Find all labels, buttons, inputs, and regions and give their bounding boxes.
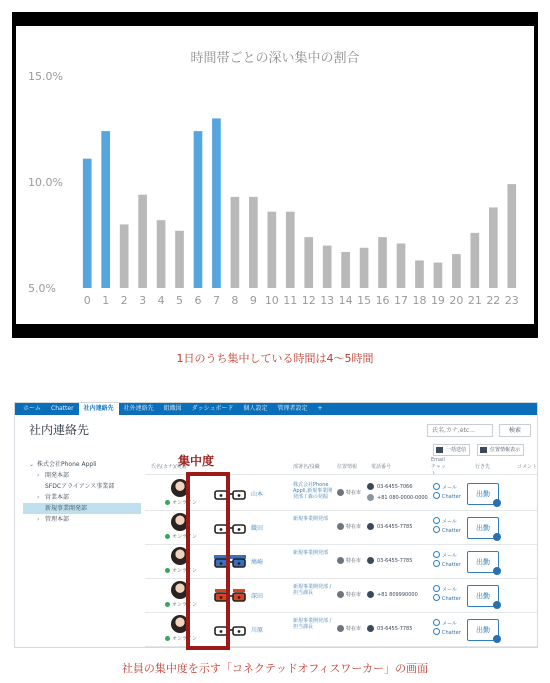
online-status-badge: オンライン (165, 567, 197, 574)
search-input[interactable] (427, 424, 493, 437)
sidebar-item-label: 株式会社Phone Appli (37, 461, 97, 468)
mail-icon (436, 447, 443, 453)
bar-hour-21 (471, 233, 480, 288)
column-header: 電話番号 (371, 464, 392, 470)
attendance-status-button[interactable]: 出勤 (467, 585, 499, 607)
nav-tab-6[interactable]: 個人設定 (243, 405, 268, 412)
chart-title: 時間帯ごとの深い集中の割合 (190, 51, 360, 66)
online-status-badge: オンライン (165, 635, 197, 642)
sidebar-item-label: 新規事業開発部 (45, 505, 88, 512)
x-tick-label: 20 (449, 294, 464, 307)
x-tick-label: 11 (283, 294, 298, 307)
location-view-button[interactable] (477, 444, 524, 456)
x-tick-label: 21 (467, 294, 482, 307)
sidebar-item-label: 開発本部 (45, 472, 70, 479)
bar-hour-22 (489, 207, 498, 288)
person-name-link[interactable]: 深田 (251, 593, 264, 600)
bar-hour-5 (175, 231, 184, 288)
chevron-down-icon[interactable] (493, 499, 501, 507)
contact-method-option[interactable]: メール (433, 517, 457, 525)
bulk-send-label: 一括送信 (446, 447, 467, 453)
x-tick-label: 2 (120, 294, 128, 307)
bulk-send-button[interactable] (433, 444, 470, 456)
online-status-badge: オンライン (165, 601, 197, 608)
x-tick-label: 10 (264, 294, 279, 307)
x-tick-label: 4 (157, 294, 165, 307)
org-tree-sidebar (23, 459, 141, 525)
location-status: 特在市 (337, 557, 361, 564)
chevron-icon[interactable]: › (37, 472, 40, 479)
person-name-link[interactable]: 鳩崎 (251, 559, 264, 566)
sidebar-item-5[interactable] (23, 514, 141, 525)
x-tick-label: 6 (194, 294, 202, 307)
chevron-down-icon[interactable] (493, 635, 501, 643)
page-title: 社内連絡先 (29, 423, 90, 437)
department-text[interactable]: 新規事業開発部 (293, 516, 329, 522)
bar-hour-10 (267, 212, 276, 288)
attendance-status-button[interactable]: 出勤 (467, 619, 499, 641)
x-tick-label: 12 (301, 294, 316, 307)
attendance-status-button[interactable]: 出勤 (467, 551, 499, 573)
chevron-down-icon[interactable] (493, 601, 501, 609)
x-tick-label: 16 (375, 294, 390, 307)
bar-hour-2 (120, 224, 129, 288)
nav-tab-5[interactable]: ダッシュボード (191, 405, 234, 412)
attendance-status-button[interactable]: 出勤 (467, 517, 499, 539)
person-name-link[interactable]: 織田 (251, 525, 264, 532)
nav-tab-3[interactable]: 社外連絡先 (123, 405, 154, 412)
x-tick-label: 17 (394, 294, 409, 307)
contact-method-option[interactable]: Chatter (433, 594, 461, 602)
phone-number-link[interactable]: 03-6455-7785 (367, 523, 412, 530)
bar-hour-9 (249, 197, 258, 288)
bar-hour-3 (138, 195, 147, 288)
contact-method-option[interactable]: メール (433, 585, 457, 593)
x-tick-label: 9 (249, 294, 257, 307)
x-tick-label: 13 (320, 294, 335, 307)
chart-frame (12, 12, 538, 338)
bar-hour-23 (507, 184, 516, 288)
column-header: 位置情報 (337, 464, 358, 470)
contact-method-option[interactable]: Chatter (433, 492, 461, 500)
bar-hour-0 (83, 159, 92, 288)
contact-method-option[interactable]: Chatter (433, 560, 461, 568)
column-header: 部署名/役職 (293, 464, 320, 470)
y-tick-label: 15.0% (28, 70, 63, 83)
focus-level-label: 集中度 (178, 454, 215, 468)
nav-tab-2[interactable]: 社内連絡先 (79, 403, 119, 415)
contacts-app-window (14, 402, 538, 648)
sidebar-item-4[interactable] (23, 503, 141, 514)
bar-hour-4 (157, 220, 166, 288)
phone-number-link[interactable]: 03-6455-7785 (367, 625, 412, 632)
x-tick-label: 0 (83, 294, 91, 307)
department-text[interactable]: 新規事業開発部 / 担当課長 (293, 584, 332, 596)
contact-method-option[interactable]: Chatter (433, 628, 461, 636)
chevron-down-icon[interactable] (493, 567, 501, 575)
focus-ratio-bar-chart (16, 26, 534, 324)
bar-hour-12 (304, 237, 313, 288)
sidebar-item-3[interactable] (23, 492, 141, 503)
department-text[interactable]: 新規事業開発部 / 担当課長 (293, 618, 332, 630)
column-header: Email チャッ (431, 457, 446, 470)
chevron-down-icon[interactable] (493, 533, 501, 541)
x-tick-label: 14 (338, 294, 353, 307)
location-status: 特在市 (337, 591, 361, 598)
x-tick-label: 5 (176, 294, 184, 307)
bar-hour-20 (452, 254, 461, 288)
x-tick-label: 15 (357, 294, 372, 307)
person-name-link[interactable]: 山本 (251, 491, 264, 498)
x-tick-label: 18 (412, 294, 427, 307)
x-tick-label: 1 (102, 294, 110, 307)
phone-number-link[interactable]: 03-6455-7066 (367, 483, 412, 490)
location-view-label: 位置情報表示 (490, 447, 521, 453)
nav-tab-8[interactable]: + (317, 405, 323, 412)
sidebar-item-2[interactable] (23, 481, 141, 492)
chevron-icon[interactable]: › (37, 494, 40, 501)
bar-hour-8 (231, 197, 240, 288)
column-header: 氏名(カナ)/英語 (151, 464, 187, 470)
department-text[interactable]: 新規事業開発部 (293, 550, 329, 556)
x-tick-label: 22 (486, 294, 501, 307)
y-tick-label: 5.0% (28, 282, 56, 295)
chart-area (16, 26, 534, 324)
location-icon (480, 447, 487, 453)
x-tick-label: 19 (430, 294, 445, 307)
chevron-icon[interactable]: › (37, 516, 40, 523)
online-status-badge: オンライン (165, 533, 197, 540)
column-header: 行き先 (475, 464, 491, 470)
sidebar-item-1[interactable] (23, 470, 141, 481)
bar-hour-15 (360, 248, 369, 288)
y-tick-label: 10.0% (28, 176, 63, 189)
contact-method-option[interactable]: メール (433, 619, 457, 627)
contact-method-option[interactable]: メール (433, 483, 457, 491)
chevron-icon[interactable]: ⌄ (29, 461, 35, 468)
screen-caption: 社員の集中度を示す「コネクテッドオフィスワーカー」の画面 (121, 662, 429, 675)
search-button[interactable]: 検索 (499, 424, 531, 437)
nav-tab-0[interactable]: ホーム (23, 405, 42, 412)
contact-method-option[interactable]: Chatter (433, 526, 461, 534)
department-text[interactable]: 株式会社Phone Appli,新規事業開発部 / 森の発掘 (293, 482, 333, 500)
x-tick-label: 7 (212, 294, 220, 307)
bar-hour-1 (101, 131, 110, 288)
bar-hour-11 (286, 212, 295, 288)
x-tick-label: 23 (504, 294, 519, 307)
bar-hour-14 (341, 252, 350, 288)
phone-number-link[interactable]: 03-6455-7785 (367, 557, 412, 564)
online-status-badge: オンライン (165, 499, 197, 506)
phone-number-link[interactable]: +81 809990000 (367, 591, 418, 598)
bar-hour-18 (415, 260, 424, 288)
bar-hour-7 (212, 118, 221, 288)
global-nav-bar (15, 403, 537, 415)
sidebar-item-label: 営業本部 (45, 494, 70, 501)
x-tick-label: 8 (231, 294, 239, 307)
location-status: 特在市 (337, 625, 361, 632)
nav-tab-7[interactable]: 管理者設定 (277, 405, 308, 412)
mobile-number-link[interactable]: +81 080-0000-0000 (367, 494, 428, 501)
location-status: 特在市 (337, 489, 361, 496)
location-status: 特在市 (337, 523, 361, 530)
bar-hour-19 (434, 263, 443, 288)
nav-tab-1[interactable]: Chatter (51, 405, 74, 412)
column-header: コメント (517, 464, 538, 470)
bar-hour-13 (323, 246, 332, 288)
nav-tab-4[interactable]: 組織図 (163, 405, 182, 412)
person-name-link[interactable]: 川原 (251, 627, 264, 634)
contact-method-option[interactable]: メール (433, 551, 457, 559)
sidebar-item-0[interactable] (23, 459, 141, 470)
sidebar-item-label: 管理本部 (45, 516, 70, 523)
bar-hour-16 (378, 237, 387, 288)
attendance-status-button[interactable]: 出勤 (467, 483, 499, 505)
focus-level-highlight-box (186, 472, 230, 650)
bar-hour-17 (397, 243, 406, 288)
sidebar-item-label: SFDCアライアンス事業部 (45, 483, 115, 490)
bar-hour-6 (194, 131, 203, 288)
chart-caption: 1日のうち集中している時間は4～5時間 (176, 352, 374, 365)
x-tick-label: 3 (139, 294, 147, 307)
